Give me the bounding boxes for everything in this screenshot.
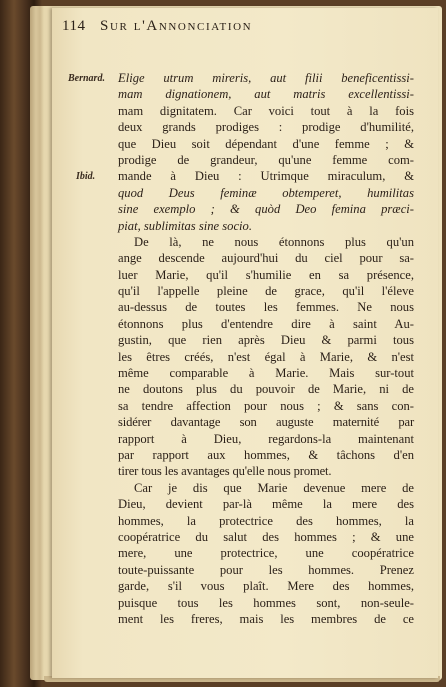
text-line: ment les freres, mais les membres de ce (118, 611, 414, 626)
text-line: Elige utrum mireris, aut filii beneficentissi- (118, 71, 414, 85)
text-line: tirer tous les avantages qu'elle nous promet. (118, 464, 332, 479)
page-number: 114 (62, 18, 86, 34)
text-line: hommes, la protectrice des hommes, la (118, 513, 414, 528)
text-line: Dieu, devient par-là même la mere des (118, 497, 414, 512)
margin-note-ibid: Ibid. (76, 171, 96, 182)
text-line: De là, ne nous étonnons plus qu'un (134, 234, 414, 249)
text-line: Car je dis que Marie devenue mere de (134, 480, 414, 495)
text-line: que Dieu soit dépendant d'une femme ; & (118, 136, 414, 151)
page-header (62, 18, 402, 42)
text-line: luer Marie, qu'il s'humilie en sa présence, (118, 267, 414, 282)
text-line: sidérer davantage son auguste maternité par (118, 415, 414, 430)
body-text (118, 70, 414, 627)
text-line: puisque tous les hommes sont, non-seule- (118, 595, 414, 610)
text-line: prodige de grandeur, qu'une femme com- (118, 152, 414, 167)
margin-note-bernard: Bernard. (68, 73, 105, 84)
text-line: sa tendre affection pour nous ; & sans con- (118, 398, 414, 413)
text-line: ange descende aujourd'hui du ciel pour sa- (118, 251, 414, 266)
text-line: au-dessus de toutes les femmes. Ne nous (118, 300, 414, 315)
text-line: quod Deus feminæ obtemperet, humilitas (118, 185, 414, 200)
text-line: coopératrice du salut des hommes ; & une (118, 529, 414, 544)
text-line: même comparable à Marie. Mais sur-tout (118, 366, 414, 381)
text-line: qu'il l'appelle pleine de grace, qu'il l'éleve (118, 284, 414, 299)
text-line: mande à Dieu : Utrimque miraculum, & (118, 169, 414, 184)
text-line: par rapport aux hommes, & tâchons d'en (118, 447, 414, 462)
text-line: mam dignitatem. Car voici tout à la fois (118, 103, 414, 118)
text-line: étonnons plus d'entendre dire à saint Au- (118, 316, 414, 331)
text-line: mere, une protectrice, une coopératrice (118, 546, 414, 561)
text-line: les êtres créés, n'est égal à Marie, & n'est (118, 349, 414, 364)
text-line: toute-puissante pour les hommes. Prenez (118, 562, 414, 577)
text-line: mam dignationem, aut matris excellentissi- (118, 87, 414, 102)
text-line: gustin, que rien après Dieu & parmi tous (118, 333, 414, 348)
running-title: Sur l'Annonciation (100, 18, 253, 34)
text-line: garde, s'il vous plaît. Mere des hommes, (118, 579, 414, 594)
text-line: deux grands prodiges : prodige d'humilité, (118, 120, 414, 135)
text-line: piat, sublimitas sine socio. (118, 218, 252, 233)
text-line: sine exemplo ; & quòd Deo femina præci- (118, 202, 414, 217)
text-line: rapport à Dieu, regardons-la maintenant (118, 431, 414, 446)
text-line: ne doutons plus du pouvoir de Marie, ni de (118, 382, 414, 397)
